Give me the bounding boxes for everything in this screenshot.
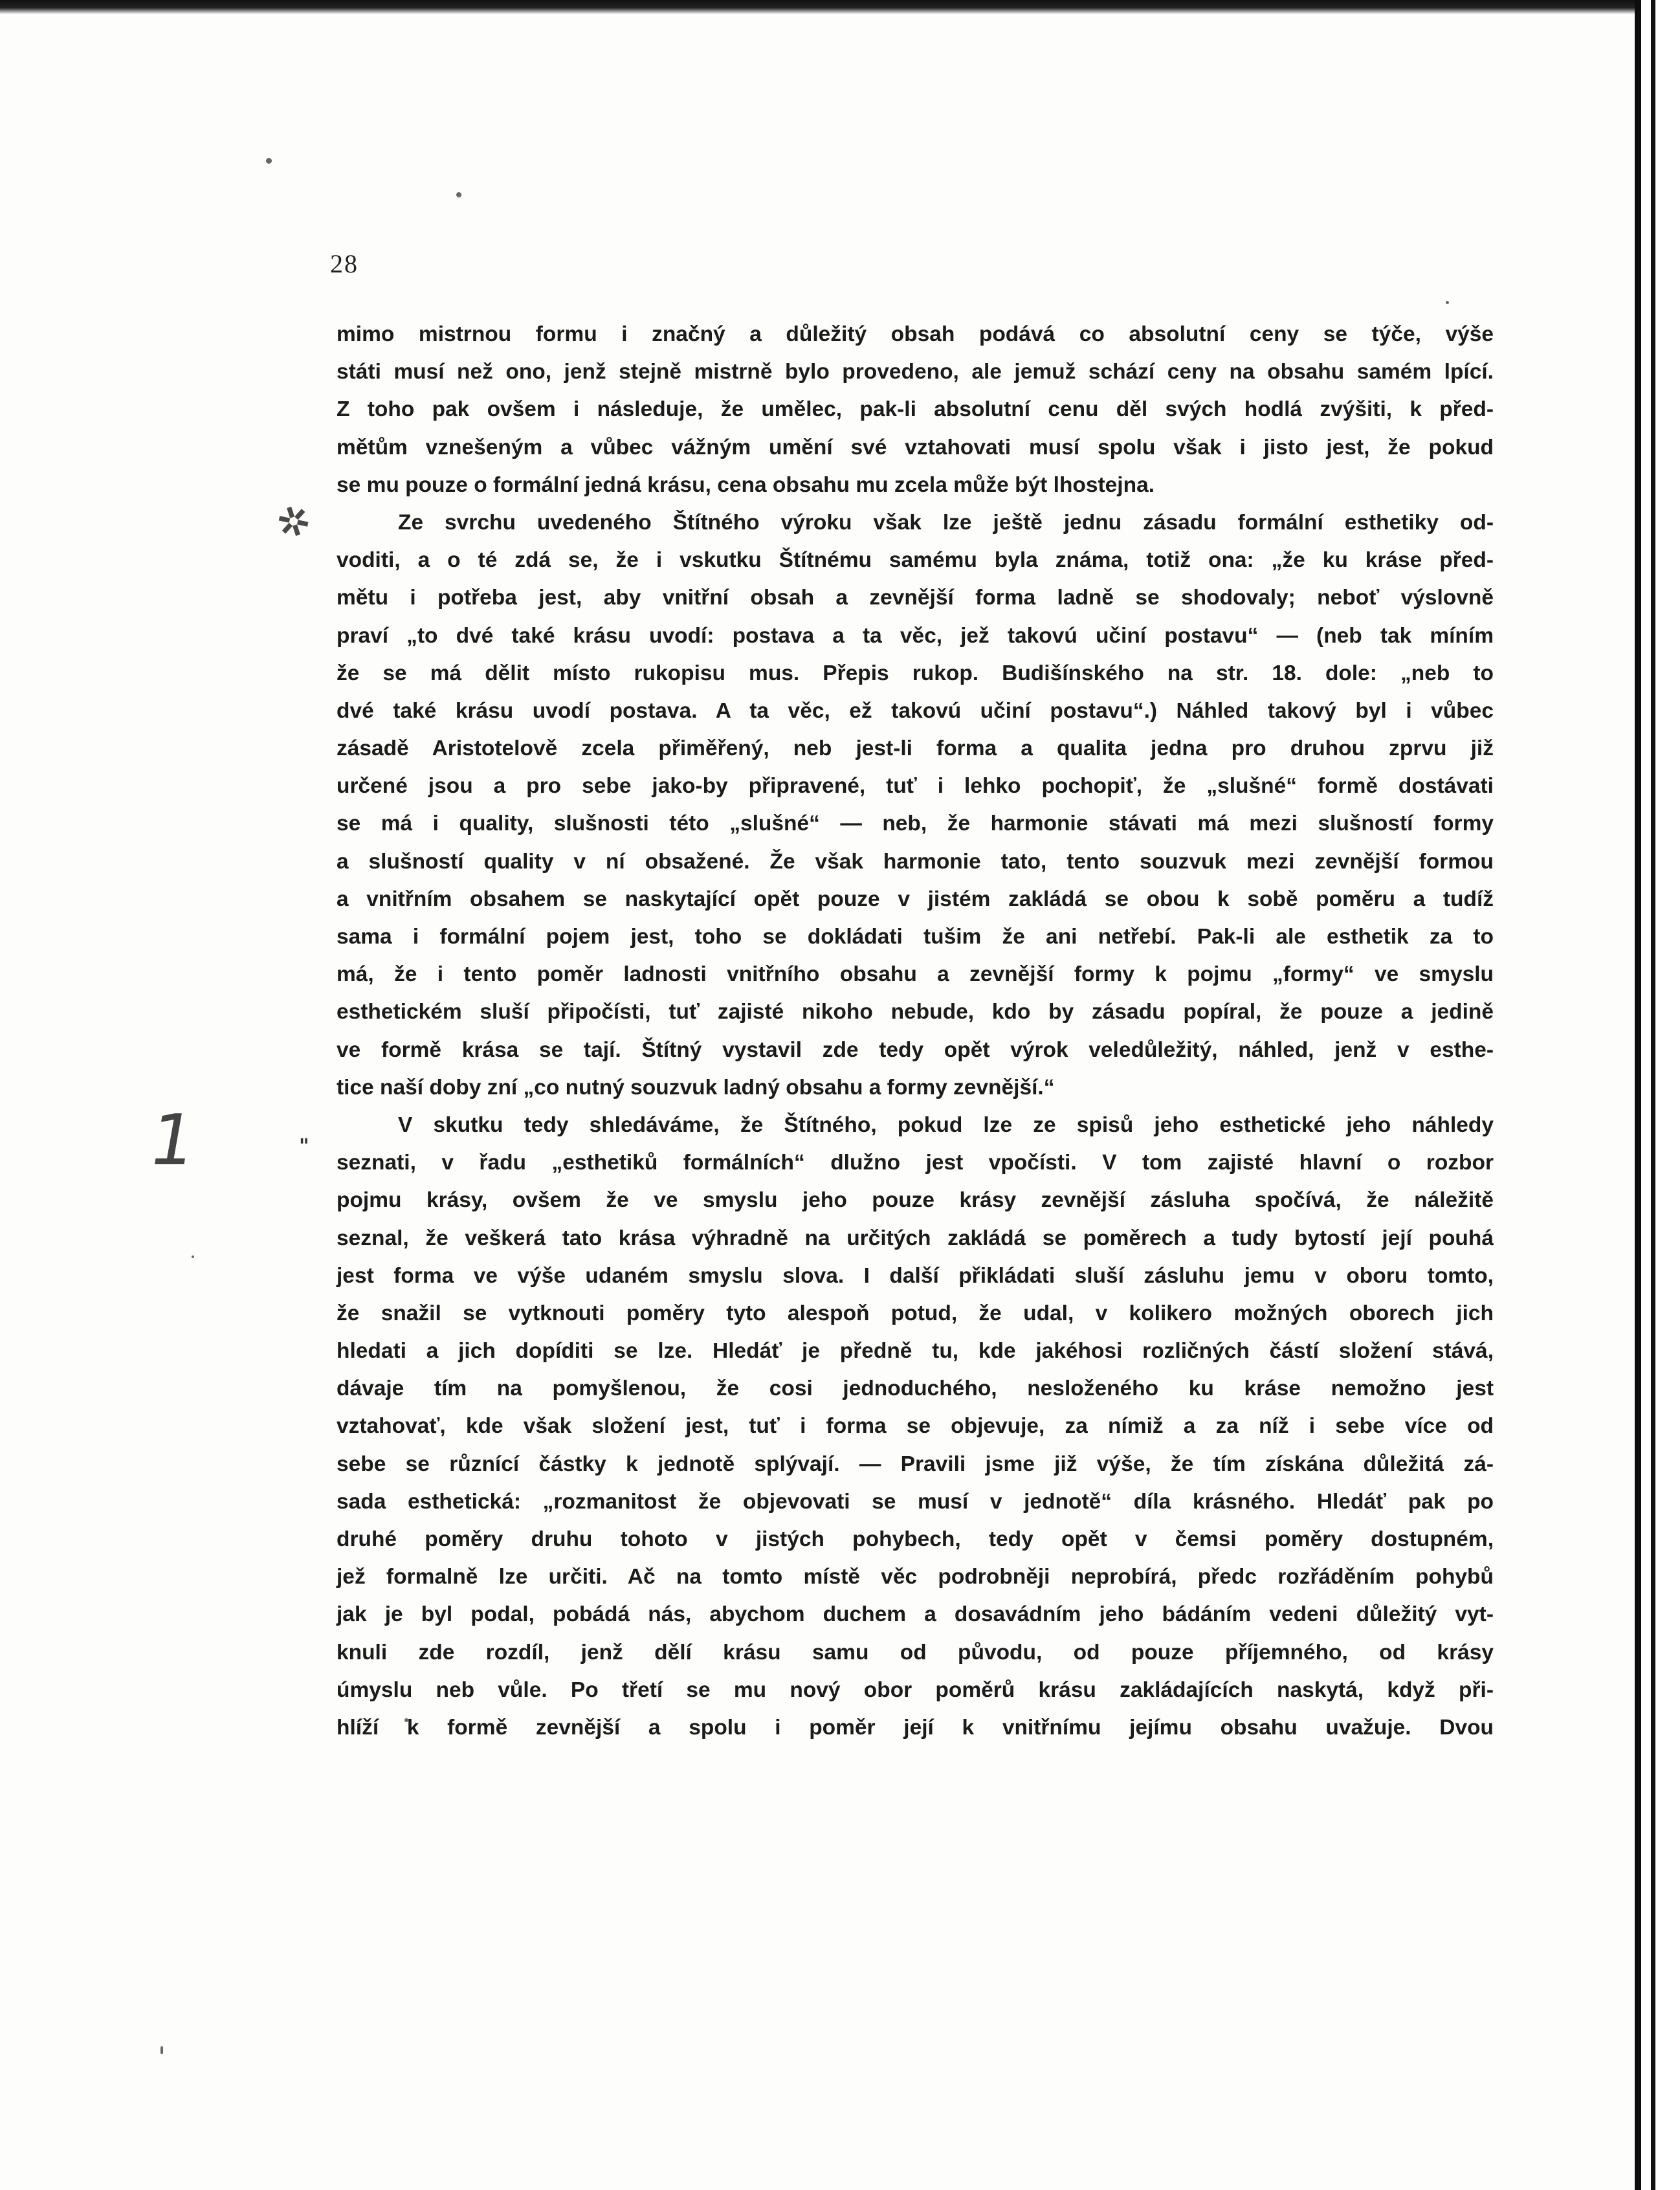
text-line: druhé poměry druhu tohoto v jistých pohybech, tedy opět v čemsi poměry dostupném, (337, 1527, 1494, 1551)
text-line: určené jsou a pro sebe jako-by připravené, tuť i lehko pochopiť, že „slušné“ formě dostávati (337, 774, 1494, 799)
text-line: že snažil se vytknouti poměry tyto alespoň potud, že udal, v kolikero možných oborech jich (337, 1301, 1494, 1325)
text-line: tice naší doby zní „co nutný souzvuk ladný obsahu a formy zevnější.“ (337, 1075, 1055, 1100)
text-line: sebe se různící částky k jednotě splývají. — Pravili jsme již výše, že tím získána důležitá zá- (337, 1452, 1494, 1476)
text-line: dvé také krásu uvodí postava. A ta věc, ež takovú učiní postavu“.) Náhled takový byl i vůbec (337, 698, 1494, 723)
text-line: pojmu krásy, ovšem že ve smyslu jeho pouze krásy zevnější zásluha spočívá, že náležitě (337, 1188, 1494, 1213)
text-line: Z toho pak ovšem i následuje, že umělec, pak-li absolutní cenu děl svých hodlá zvýšiti, k před- (337, 397, 1494, 422)
text-line: hledati a jich dopíditi se lze. Hledáť je předně tu, kde jakéhosi rozličných částí složení stává, (337, 1339, 1494, 1364)
text-line: praví „to dvé také krásu uvodí: postava a ta věc, jež takovú učiní postavu“ — (neb tak míním (337, 623, 1494, 648)
text-line: že se má dělit místo rukopisu mus. Přepis rukop. Budišínského na str. 18. dole: „neb to (337, 661, 1494, 685)
text-line: jež formalně lze určiti. Ač na tomto místě věc podrobněji neprobírá, předc rozřáděním pohybů (337, 1565, 1494, 1589)
text-line: zásadě Aristotelově zcela přiměřený, neb jest-li forma a qualita jedna pro druhou zprvu již (337, 736, 1494, 761)
text-line: mimo mistrnou formu i značný a důležitý obsah podává co absolutní ceny se týče, výše (337, 322, 1494, 346)
text-line: má, že i tento poměr ladnosti vnitřního obsahu a zevnější formy k pojmu „formy“ ve smyslu (337, 962, 1494, 987)
text-line: jak je byl podal, pobádá nás, abychom duchem a dosavádním jeho bádáním vedeni důležitý vyt- (337, 1602, 1494, 1627)
scan-speck (192, 1255, 194, 1258)
scan-speck (160, 2046, 163, 2054)
text-line: mětům vznešeným a vůbec vážným umění své vztahovati musí spolu však i jisto jest, že pokud (337, 435, 1494, 459)
margin-star-mark: ✲ (270, 494, 317, 550)
text-line: se má i quality, slušnosti této „slušné“ — neb, že harmonie stávati má mezi slušností formy (337, 812, 1494, 836)
text-line: seznal, že veškerá tato krása výhradně na určitých zakládá se poměrech a tudy bytostí její pouhá (337, 1226, 1494, 1250)
scan-speck (1446, 301, 1449, 304)
text-line: mětu i potřeba jest, aby vnitřní obsah a zevnější forma ladně se shodovaly; neboť výslovně (337, 586, 1494, 610)
text-line: knuli zde rozdíl, jenž dělí krásu samu od původu, od pouze příjemného, od krásy (337, 1640, 1494, 1665)
text-line: se mu pouze o formální jedná krásu, cena obsahu mu zcela může být lhostejna. (337, 472, 1155, 497)
text-line: úmyslu neb vůle. Po třetí se mu nový obor poměrů krásu zakládajících naskytá, když při- (337, 1677, 1494, 1702)
text-line: V skutku tedy shledáváme, že Štítného, pokud lze ze spisů jeho esthetické jeho náhledy (398, 1112, 1494, 1137)
text-line: seznati, v řadu „esthetiků formálních“ dlužno jest vpočísti. V tom zajisté hlavní o rozbor (337, 1151, 1494, 1175)
scan-edge-top (0, 0, 1680, 14)
scan-speck (456, 192, 461, 197)
scan-speck (266, 158, 272, 164)
text-line: vztahovať, kde však složení jest, tuť i forma se objevuje, za nímiž a za níž i sebe více od (337, 1414, 1494, 1439)
text-line: esthetickém sluší připočísti, tuť zajisté nikoho nebude, kdo by zásadu popíral, že pouze a jedině (337, 1000, 1494, 1024)
text-line: státi musí než ono, jenž stejně mistrně bylo provedeno, ale jemuž schází ceny na obsahu samém lpící. (337, 360, 1494, 384)
margin-quote-mark: " (299, 1135, 309, 1158)
page-number: 28 (330, 249, 359, 278)
scan-edge-right-line (1651, 0, 1655, 2190)
text-line: Ze svrchu uvedeného Štítného výroku však lze ještě jednu zásadu formální esthetiky od- (398, 510, 1494, 535)
text-line: hlíží k formě zevnější a spolu i poměr její k vnitřnímu jejímu obsahu uvažuje. Dvou (337, 1715, 1494, 1740)
scan-edge-right (1635, 0, 1680, 2190)
body-text (337, 316, 1494, 1747)
text-line: dávaje tím na pomyšlenou, že cosi jednoduchého, nesloženého ku kráse nemožno jest (337, 1377, 1494, 1401)
text-line: sada esthetická: „rozmanitost že objevovati se musí v jednotě“ díla krásného. Hledáť pak po (337, 1489, 1494, 1514)
text-line: jest forma ve výše udaném smyslu slova. I další přikládati sluší zásluhu jemu v oboru tomto, (337, 1263, 1494, 1288)
text-line: voditi, a o té zdá se, že i vskutku Štítnému samému byla známa, totiž ona: „že ku kráse před- (337, 548, 1494, 573)
text-line: a vnitřním obsahem se naskytající opět pouze v jistém zakládá se obou k sobě poměru a tudíž (337, 887, 1494, 911)
text-line: sama i formální pojem jest, toho se dokládati tušim že ani netřebí. Pak-li ale esthetik za to (337, 925, 1494, 949)
text-line: a slušností quality v ní obsažené. Že však harmonie tato, tento souzvuk mezi zevnější formou (337, 849, 1494, 874)
margin-handwritten-one: 1 (142, 1100, 202, 1181)
text-line: ve formě krása se tají. Štítný vystavil zde tedy opět výrok veledůležitý, náhled, jenž v esthe- (337, 1037, 1494, 1062)
